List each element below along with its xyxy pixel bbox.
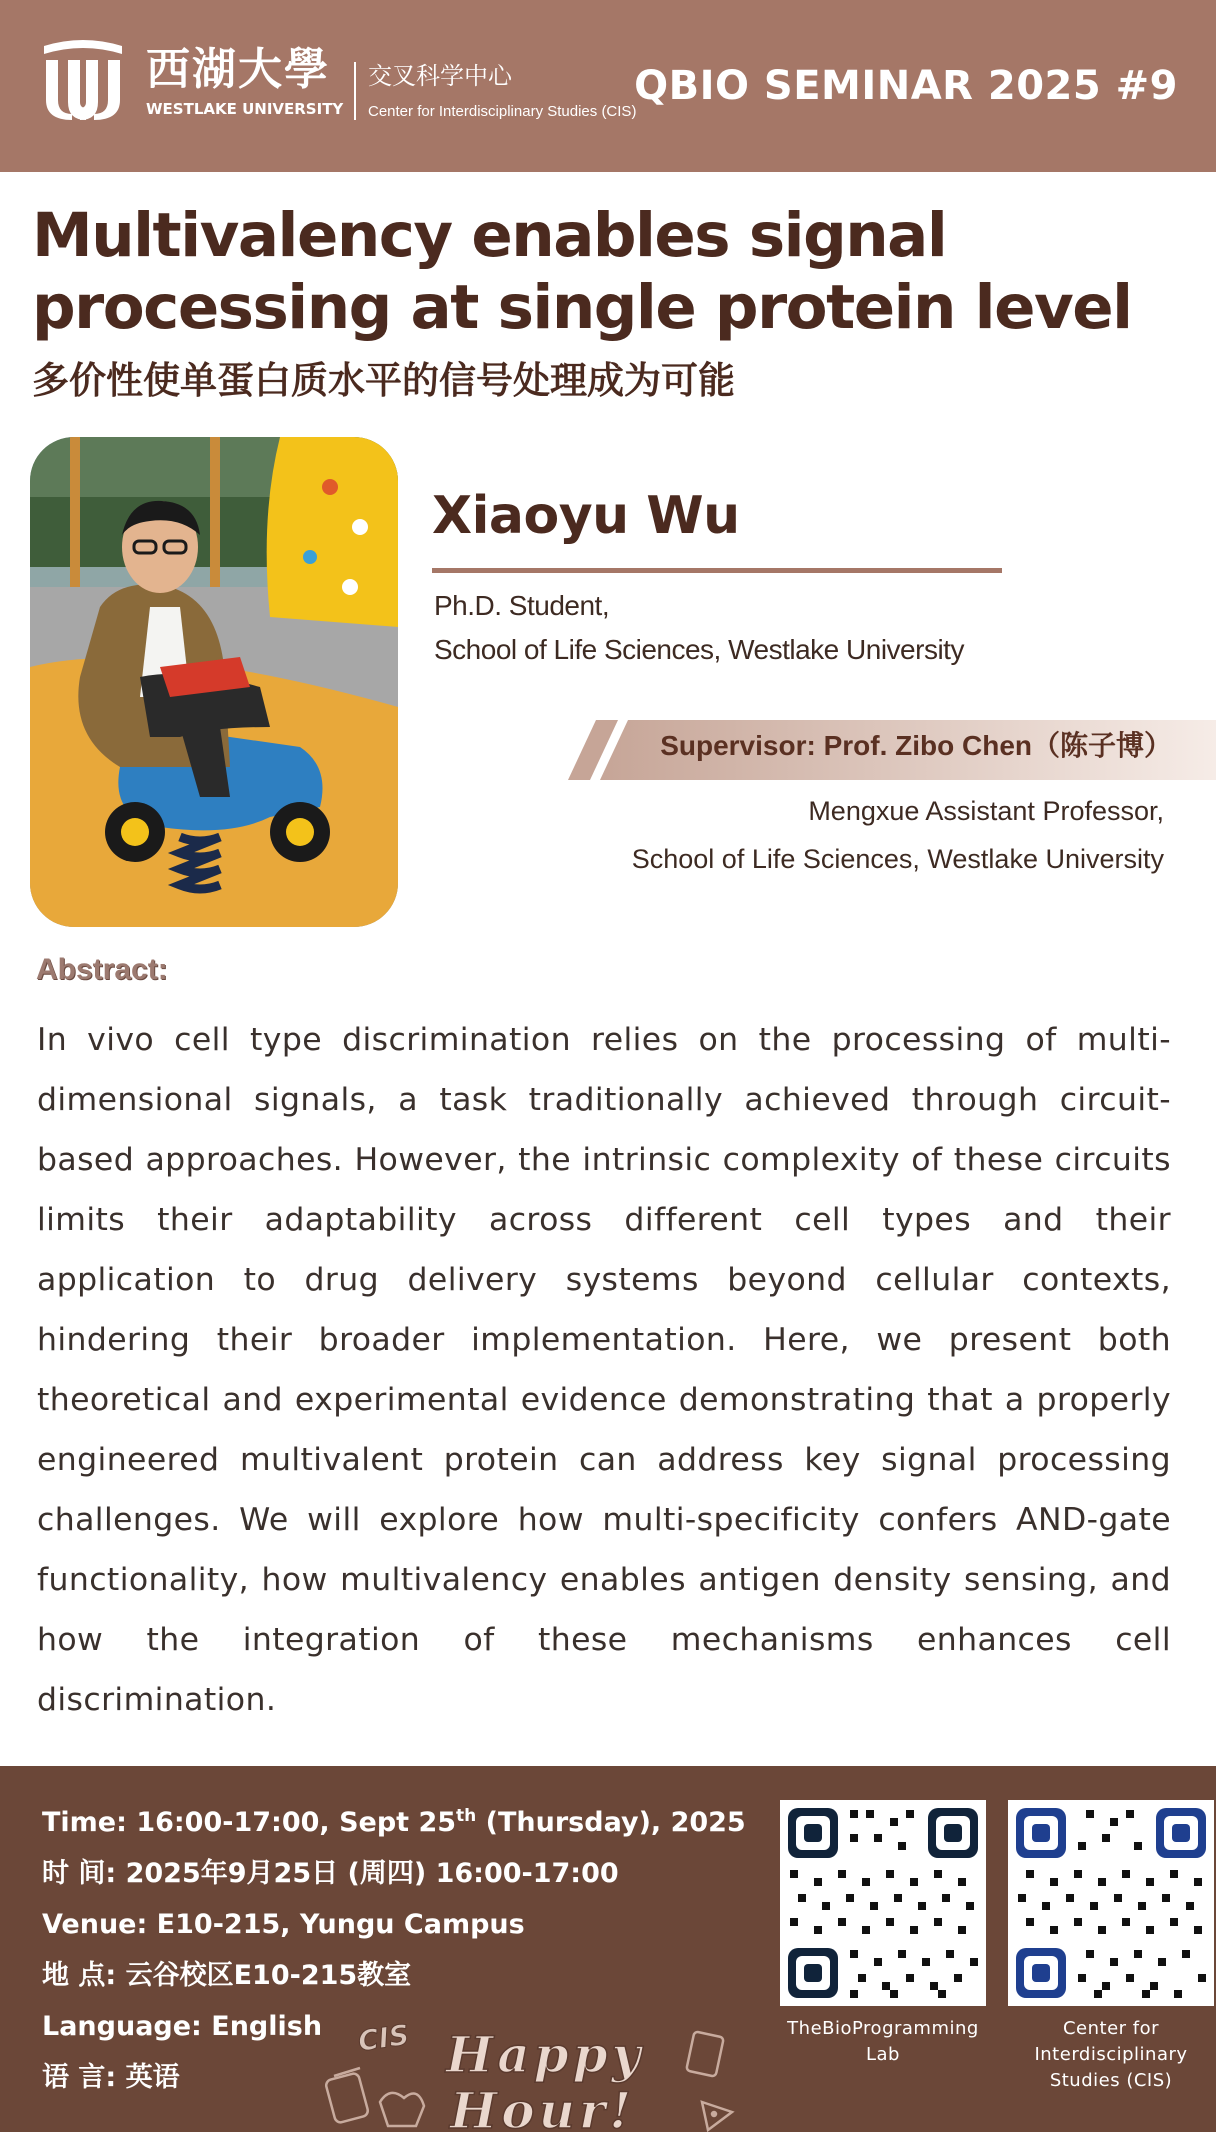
qr-caption-lab: TheBioProgramming Lab xyxy=(787,2018,979,2065)
center-name-cn: 交叉科学中心 xyxy=(368,62,512,90)
time-en: Time: 16:00-17:00, Sept 25th (Thursday), 2025 xyxy=(42,1806,746,1838)
cis-tag: CIS xyxy=(355,2018,412,2058)
supervisor-position: Mengxue Assistant Professor, xyxy=(808,796,1164,826)
language-cn: 语 言: 英语 xyxy=(42,2062,180,2093)
university-name-cn: 西湖大學 xyxy=(146,44,330,95)
talk-title xyxy=(32,200,1192,344)
venue-en: Venue: E10-215, Yungu Campus xyxy=(42,1909,525,1940)
university-name-en: WESTLAKE UNIVERSITY xyxy=(146,100,344,118)
venue-cn: 地 点: 云谷校区E10-215教室 xyxy=(42,1960,412,1991)
name-underline xyxy=(432,568,1002,573)
qr-code-cis[interactable] xyxy=(1008,1800,1214,2006)
speaker-photo xyxy=(30,437,398,927)
supervisor-affiliation: School of Life Sciences, Westlake University xyxy=(631,844,1164,874)
happy-word: Happy xyxy=(446,2025,645,2084)
hour-word: Hour! xyxy=(450,2081,636,2132)
seminar-title: QBIO SEMINAR 2025 #9 xyxy=(634,63,1178,109)
header-bar xyxy=(0,0,1216,172)
abstract-text: In vivo cell type discrimination relies on the processing of multi-dimensional signals, a task traditionally achieved through circuit-based approaches. However, the intrinsic complexity of these circuits limits their adaptability across different cell types and their application to drug delivery systems beyond cellular contexts, hindering their broader implementation. Here, we present both theoretical and experimental evidence demonstrating that a properly engineered multivalent protein can address key signal processing challenges. We will explore how multi-specificity confers AND-gate functionality, how multivalency enables antigen density sensing, and how the integration of these mechanisms enhances cell discrimination. xyxy=(37,1022,1171,1718)
talk-title-cn: 多价性使单蛋白质水平的信号处理成为可能 xyxy=(32,359,735,402)
supervisor-label: Supervisor: Prof. Zibo Chen（陈子博） xyxy=(660,730,1172,761)
happy-hour-graphic xyxy=(320,2006,740,2132)
speaker-affiliation: School of Life Sciences, Westlake University xyxy=(434,634,964,665)
qr-caption-cis: Center for Interdisciplinary Studies (CIS) xyxy=(1034,2018,1188,2091)
time-cn: 时 间: 2025年9月25日 (周四) 16:00-17:00 xyxy=(42,1858,619,1889)
abstract-heading: Abstract: xyxy=(36,953,168,986)
logo-divider xyxy=(354,62,356,120)
speaker-name: Xiaoyu Wu xyxy=(432,486,740,546)
speaker-position: Ph.D. Student, xyxy=(434,590,610,621)
center-name-en: Center for Interdisciplinary Studies (CIS) xyxy=(368,103,637,120)
qr-code-icon xyxy=(780,1800,986,2006)
qr-code-icon xyxy=(1008,1800,1214,2006)
talk-title-line2: processing at single protein level xyxy=(32,272,1132,343)
talk-title-line1: Multivalency enables signal xyxy=(32,200,947,271)
language-en: Language: English xyxy=(42,2011,323,2042)
westlake-logo-icon xyxy=(38,36,128,128)
qr-code-lab[interactable] xyxy=(780,1800,986,2006)
